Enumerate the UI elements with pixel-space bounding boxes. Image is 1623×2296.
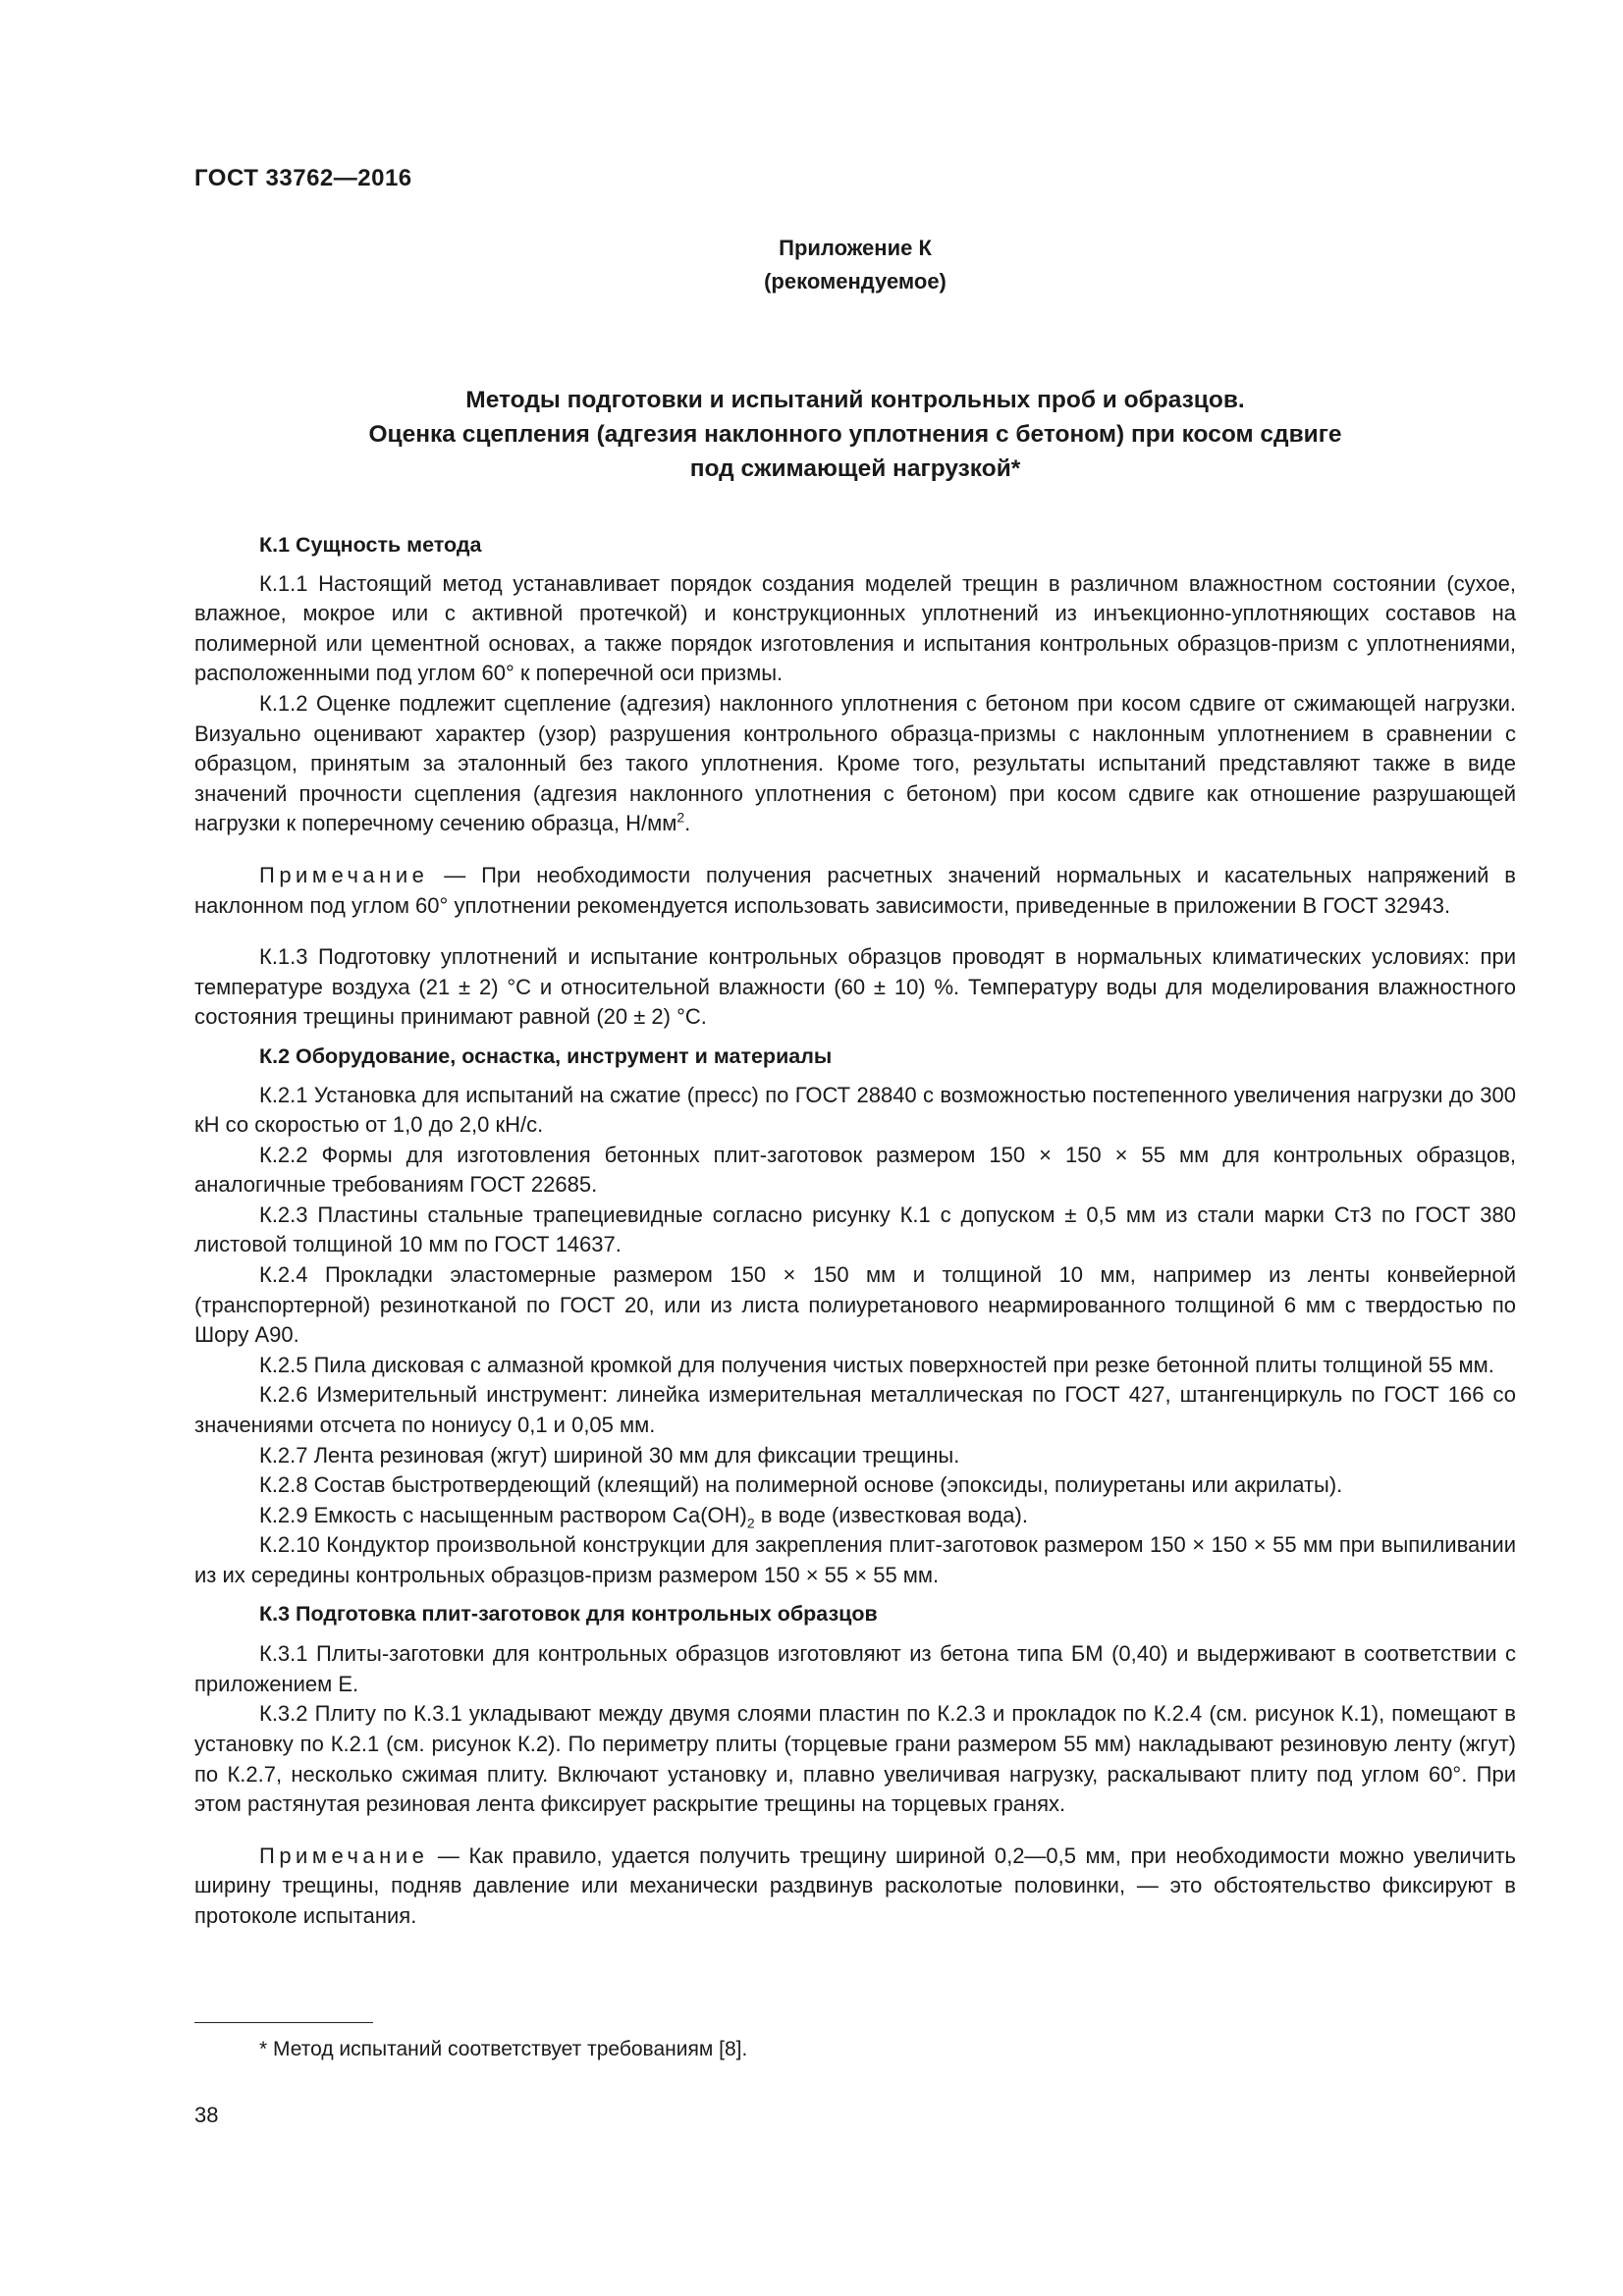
note-2 — [194, 1842, 1516, 1932]
footnote-divider — [194, 2022, 373, 2023]
footnote: * Метод испытаний соответствует требованиям [8]. — [259, 2038, 748, 2060]
paragraph-k2-5: К.2.5 Пила дисковая с алмазной кромкой для получения чистых поверхностей при резке бетонной плиты толщиной 55 мм. — [259, 1352, 1494, 1377]
note-text: — При необходимости получения расчетных значений нормальных и касательных напряжений в наклонном под углом 60° уплотнении рекомендуется использовать зависимости, приведенные в приложении В ГОСТ 32943. — [194, 862, 1516, 918]
paragraph-k2-9-tail: в воде (известковая вода). — [754, 1502, 1028, 1527]
paragraph-k2-10: К.2.10 Кондуктор произвольной конструкции для закрепления плит-заготовок размером 150 × 150 × 55 мм при выпиливании из их середины контрольных образцов-призм размером 150 × 55 × 55 мм. — [194, 1532, 1516, 1587]
paragraph-k2-2: К.2.2 Формы для изготовления бетонных плит-заготовок размером 150 × 150 × 55 мм для контрольных образцов, аналогичные требованиям ГОСТ 22685. — [194, 1142, 1516, 1198]
note-label: Примечание — [259, 862, 429, 887]
section-heading-k2: К.2 Оборудование, оснастка, инструмент и материалы — [259, 1043, 833, 1068]
document-code: ГОСТ 33762—2016 — [194, 165, 412, 191]
superscript: 2 — [676, 810, 685, 827]
section-heading-k1: К.1 Сущность метода — [259, 533, 482, 557]
paragraph-end: . — [684, 811, 691, 836]
title-line-2: Оценка сцепления (адгезия наклонного уплотнения с бетоном) при косом сдвиге — [368, 421, 1342, 448]
appendix-label: Приложение К — [779, 236, 932, 260]
title-line-3: под сжимающей нагрузкой* — [689, 455, 1021, 482]
paragraph-k2-3: К.2.3 Пластины стальные трапециевидные согласно рисунку К.1 с допуском ± 0,5 мм из стали марки Ст3 по ГОСТ 380 листовой толщиной 10 мм по ГОСТ 14637. — [194, 1201, 1516, 1257]
paragraph-k2-7: К.2.7 Лента резиновая (жгут) шириной 30 мм для фиксации трещины. — [259, 1442, 960, 1468]
paragraph-k2-1: К.2.1 Установка для испытаний на сжатие (пресс) по ГОСТ 28840 с возможностью постепенного увеличения нагрузки до 300 кН со скоростью от 1,0 до 2,0 кН/с. — [194, 1082, 1516, 1138]
page-number: 38 — [194, 2103, 219, 2127]
paragraph-k1-1: К.1.1 Настоящий метод устанавливает порядок создания моделей трещин в различном влажностном состоянии (сухое, влажное, мокрое или с активной протечкой) и конструкционных уплотнений из инъекционно-уплотняющих составов на полимерной или цементной основах, а также порядок изготовления и испытания контрольных образцов-призм с уплотнениями, расположенными под углом 60° к поперечной оси призмы. — [194, 570, 1516, 686]
paragraph-k1-3: К.1.3 Подготовку уплотнений и испытание контрольных образцов проводят в нормальных климатических условиях: при температуре воздуха (21 ± 2) °С и относительной влажности (60 ± 10) %. Температуру воды для моделирования влажностного состояния трещины принимают равной (20 ± 2) °С. — [194, 944, 1516, 1030]
paragraph-k1-2-text: К.1.2 Оценке подлежит сцепление (адгезия) наклонного уплотнения с бетоном при косом сдвиге от сжимающей нагрузки. Визуально оценивают характер (узор) разрушения контрольного образца-призмы с наклонным уплотнением в сравнении с образцом, принятым за эталонный без такого уплотнения. Кроме того, результаты испытаний представляют также в виде значений прочности сцепления (адгезия наклонного уплотнения с бетоном) при косом сдвиге как отношение разрушающей нагрузки к поперечному сечению образца, Н/мм — [194, 690, 1516, 836]
document-body — [194, 530, 1516, 1932]
paragraph-k3-1: К.3.1 Плиты-заготовки для контрольных образцов изготовляют из бетона типа БМ (0,40) и выдерживают в соответствии с приложением Е. — [194, 1641, 1516, 1696]
paragraph-k2-6: К.2.6 Измерительный инструмент: линейка измерительная металлическая по ГОСТ 427, штангенциркуль по ГОСТ 166 со значениями отсчета по нониусу 0,1 и 0,05 мм. — [194, 1382, 1516, 1438]
title-line-1: Методы подготовки и испытаний контрольных проб и образцов. — [465, 387, 1245, 413]
paragraph-k2-4: К.2.4 Прокладки эластомерные размером 150 × 150 мм и толщиной 10 мм, например из ленты конвейерной (транспортерной) резинотканой по ГОСТ 20, или из листа полиуретанового неармированного толщиной 6 мм с твердостью по Шору А90. — [194, 1262, 1516, 1348]
paragraph-k2-8: К.2.8 Состав быстротвердеющий (клеящий) на полимерной основе (эпоксиды, полиуретаны или акрилаты). — [259, 1472, 1343, 1498]
note-label: Примечание — [259, 1842, 429, 1868]
paragraph-k2-9-text: К.2.9 Емкость с насыщенным раствором Са(ОН) — [259, 1502, 747, 1527]
paragraph-k3-2: К.3.2 Плиту по К.3.1 укладывают между двумя слоями пластин по К.2.3 и прокладок по К.2.4 (см. рисунок К.1), помещают в установку по К.2.1 (см. рисунок К.2). По периметру плиты (торцевые грани размером 55 мм) накладывают резиновую ленту (жгут) по К.2.7, несколько сжимая плиту. Включают установку и, плавно увеличивая нагрузку, раскалывают плиту под углом 60°. При этом растянутая резиновая лента фиксирует раскрытие трещины на торцевых гранях. — [194, 1701, 1516, 1817]
subscript: 2 — [746, 1515, 755, 1531]
note-text: — Как правило, удается получить трещину шириной 0,2—0,5 мм, при необходимости можно увеличить ширину трещины, подняв давление или механически раздвинув расколотые половинки, — это обстоятельство фиксируют в протоколе испытания. — [194, 1842, 1516, 1928]
paragraph-k2-9 — [194, 1501, 1516, 1531]
appendix-status: (рекомендуемое) — [764, 269, 947, 294]
appendix-title — [194, 383, 1516, 486]
paragraph-k1-2 — [194, 689, 1516, 839]
section-heading-k3: К.3 Подготовка плит-заготовок для контрольных образцов — [259, 1601, 878, 1626]
note-1 — [194, 861, 1516, 921]
appendix-header — [194, 232, 1516, 298]
